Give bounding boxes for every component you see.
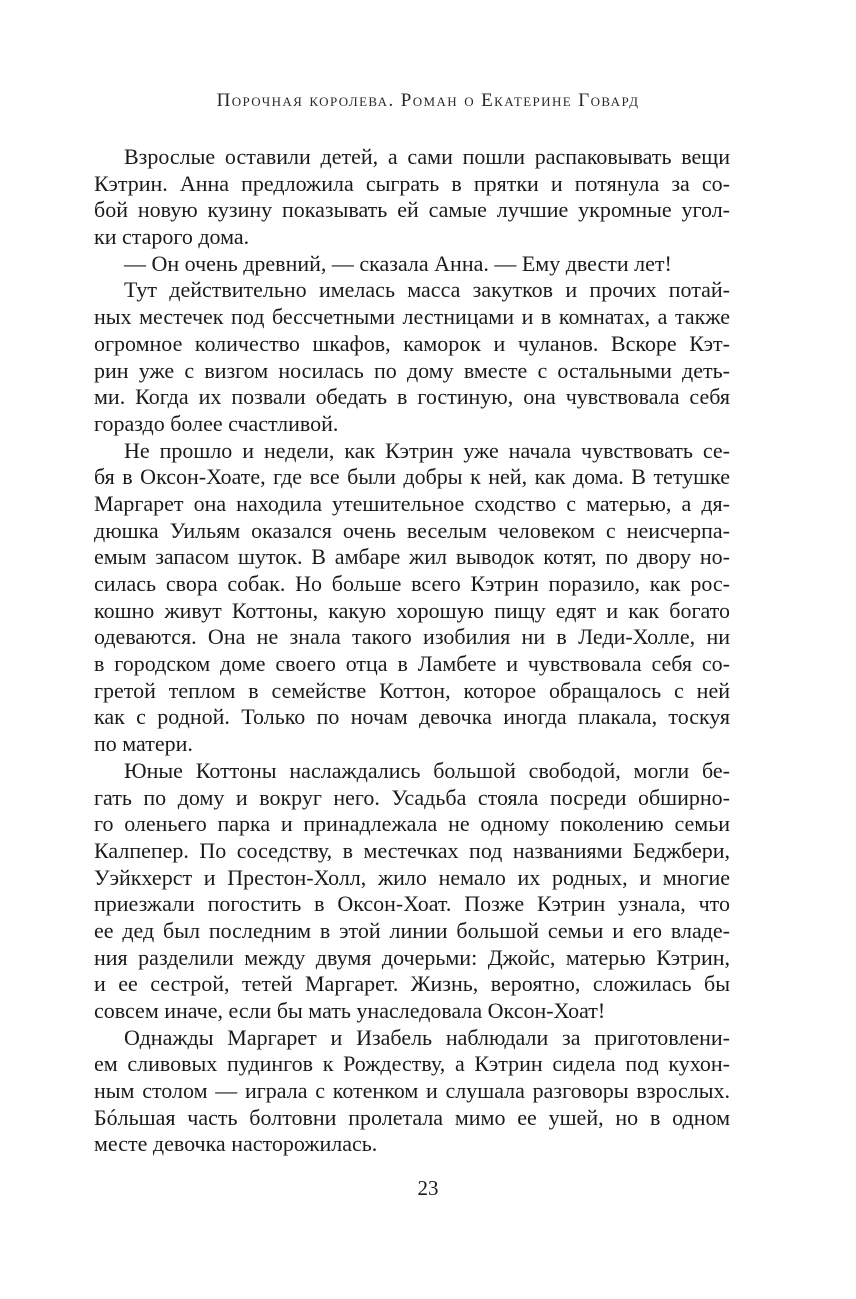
text-line: ным столом — играла с котенком и слушала разговоры взрослых. (94, 1078, 730, 1104)
text-line: бой новую кузину показывать ей самые лучшие укромные угол- (94, 197, 730, 223)
body-text (94, 144, 730, 1158)
text-line: Бóльшая часть болтовни пролетала мимо ее ушей, но в одном (94, 1104, 730, 1130)
text-line: ных местечек под бессчетными лестницами и в комнатах, а также (94, 304, 730, 330)
text-line: рин уже с визгом носилась по дому вместе с остальными деть- (94, 357, 730, 383)
text-line: совсем иначе, если бы мать унаследовала Оксон-Хоат! (94, 998, 606, 1023)
text-line: бя в Оксон-Хоате, где все были добры к ней, как дома. В тетушке (94, 464, 730, 490)
text-line: по матери. (94, 731, 193, 757)
text-line: ки старого дома. (94, 224, 250, 250)
text-line: Кэтрин. Анна предложила сыграть в прятки и потянула за со- (94, 170, 730, 196)
text-line: в городском доме своего отца в Ламбете и чувствовала себя со- (94, 651, 730, 677)
text-line: ее дед был последним в этой линии большой семьи и его владе- (94, 917, 730, 943)
text-line: — Он очень древний, — сказала Анна. — Ему двести лет! (124, 250, 672, 276)
text-line: силась свора собак. Но больше всего Кэтрин поразило, как рос- (94, 571, 730, 596)
text-line: гораздо более счастливой. (94, 410, 339, 436)
text-line: Калпепер. По соседству, в местечках под названиями Беджбери, (94, 837, 730, 863)
text-line: Однажды Маргарет и Изабель наблюдали за приготовлени- (124, 1024, 730, 1050)
text-line: го оленьего парка и принадлежала не одному поколению семьи (94, 811, 730, 837)
text-line: и ее сестрой, тетей Маргарет. Жизнь, вероятно, сложилась бы (94, 971, 730, 997)
text-line: месте девочка насторожилась. (94, 1131, 378, 1157)
text-line: приезжали погостить в Оксон-Хоат. Позже Кэтрин узнала, что (94, 891, 730, 917)
text-line: дюшка Уильям оказался очень веселым человеком с неисчерпа- (94, 517, 730, 543)
text-line: Тут действительно имелась масса закутков и прочих потай- (124, 277, 730, 303)
text-line: гать по дому и вокруг него. Усадьба стояла посреди обширно- (94, 784, 730, 810)
text-line: Уэйкхерст и Престон-Холл, жило немало их родных, и многие (94, 864, 730, 890)
text-line: как с родной. Только по ночам девочка иногда плакала, тоскуя (94, 704, 730, 730)
text-line: ем сливовых пудингов к Рождеству, а Кэтрин сидела под кухон- (94, 1051, 730, 1077)
text-line: огромное количество шкафов, каморок и чуланов. Вскоре Кэт- (94, 330, 730, 356)
text-line: Не прошло и недели, как Кэтрин уже начала чувствовать се- (124, 437, 730, 463)
text-line: кошно живут Коттоны, какую хорошую пищу едят и как богато (94, 597, 730, 623)
text-line: ми. Когда их позвали обедать в гостиную, она чувствовала себя (94, 384, 730, 410)
text-line: емым запасом шуток. В амбаре жил выводок котят, по двору но- (94, 544, 730, 570)
text-line: гретой теплом в семействе Коттон, которое обращалось с ней (94, 677, 730, 703)
text-line: Взрослые оставили детей, а сами пошли распаковывать вещи (124, 144, 730, 169)
text-line: Юные Коттоны наслаждались большой свободой, могли бе- (124, 757, 730, 783)
text-line: ния разделили между двумя дочерьми: Джойс, матерью Кэтрин, (94, 944, 730, 970)
text-line: Маргарет она находила утешительное сходство с матерью, а дя- (94, 490, 730, 516)
page-number: 23 (417, 1176, 439, 1200)
text-line: одеваются. Она не знала такого изобилия ни в Леди-Холле, ни (94, 624, 730, 650)
running-head-title: Порочная королева. Роман о Екатерине Говард (216, 90, 640, 111)
